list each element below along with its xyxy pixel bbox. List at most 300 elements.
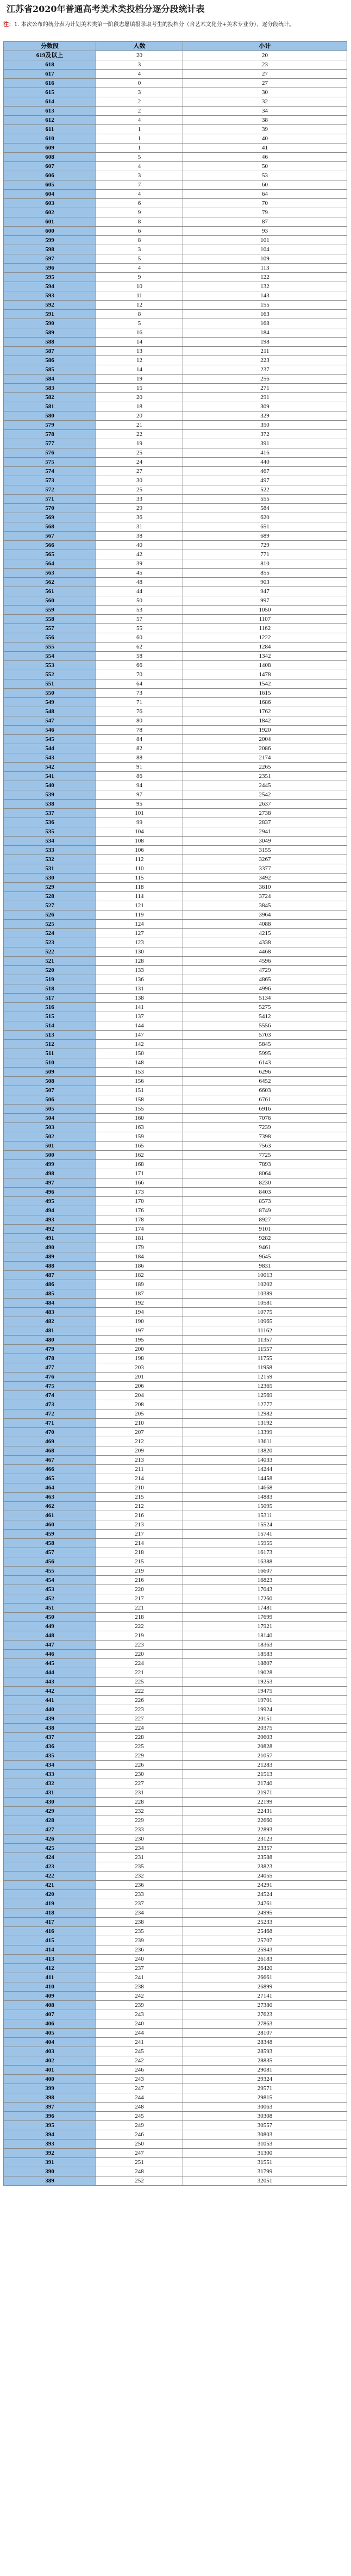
cumulative-cell: 14668 — [183, 1483, 347, 1493]
table-row — [4, 60, 347, 70]
score-cell: 547 — [4, 716, 96, 726]
score-cell: 449 — [4, 1622, 96, 1631]
table-row — [4, 818, 347, 827]
cumulative-cell: 22893 — [183, 1825, 347, 1835]
score-cell: 394 — [4, 2130, 96, 2140]
score-cell: 437 — [4, 1733, 96, 1742]
cumulative-cell: 25233 — [183, 1918, 347, 1927]
cumulative-cell: 20828 — [183, 1742, 347, 1751]
table-row — [4, 180, 347, 190]
cumulative-cell: 24524 — [183, 1890, 347, 1899]
count-cell: 227 — [96, 1714, 183, 1724]
header-score: 分数段 — [4, 42, 96, 51]
cumulative-cell: 31551 — [183, 2158, 347, 2167]
count-cell: 128 — [96, 957, 183, 966]
table-row — [4, 513, 347, 522]
count-cell: 233 — [96, 1890, 183, 1899]
score-cell: 423 — [4, 1862, 96, 1872]
table-row — [4, 1243, 347, 1252]
count-cell: 232 — [96, 1807, 183, 1816]
score-cell: 463 — [4, 1493, 96, 1502]
cumulative-cell: 6296 — [183, 1068, 347, 1077]
count-cell: 205 — [96, 1409, 183, 1419]
score-cell: 482 — [4, 1317, 96, 1326]
cumulative-cell: 50 — [183, 162, 347, 171]
score-cell: 594 — [4, 282, 96, 291]
table-row — [4, 134, 347, 144]
count-cell: 220 — [96, 1585, 183, 1594]
score-cell: 605 — [4, 180, 96, 190]
table-row — [4, 781, 347, 790]
count-cell: 21 — [96, 421, 183, 430]
score-cell: 485 — [4, 1289, 96, 1299]
count-cell: 210 — [96, 1483, 183, 1493]
count-cell: 235 — [96, 1862, 183, 1872]
table-row — [4, 1215, 347, 1225]
count-cell: 40 — [96, 541, 183, 550]
cumulative-cell: 13820 — [183, 1446, 347, 1456]
count-cell: 207 — [96, 1428, 183, 1437]
count-cell: 20 — [96, 51, 183, 60]
count-cell: 16 — [96, 328, 183, 338]
score-cell: 517 — [4, 994, 96, 1003]
cumulative-cell: 6452 — [183, 1077, 347, 1086]
cumulative-cell: 522 — [183, 485, 347, 495]
cumulative-cell: 3492 — [183, 874, 347, 883]
score-cell: 525 — [4, 920, 96, 929]
score-cell: 532 — [4, 855, 96, 864]
cumulative-cell: 29571 — [183, 2084, 347, 2093]
cumulative-cell: 5995 — [183, 1049, 347, 1058]
table-row — [4, 1493, 347, 1502]
table-row — [4, 1899, 347, 1908]
cumulative-cell: 19924 — [183, 1705, 347, 1714]
table-row — [4, 726, 347, 735]
cumulative-cell: 3724 — [183, 892, 347, 901]
count-cell: 151 — [96, 1086, 183, 1095]
count-cell: 219 — [96, 1631, 183, 1641]
score-cell: 477 — [4, 1363, 96, 1373]
score-cell: 562 — [4, 578, 96, 587]
cumulative-cell: 8230 — [183, 1178, 347, 1188]
cumulative-cell: 6143 — [183, 1058, 347, 1068]
count-cell: 7 — [96, 180, 183, 190]
cumulative-cell: 9645 — [183, 1252, 347, 1262]
score-cell: 595 — [4, 273, 96, 282]
cumulative-cell: 2837 — [183, 818, 347, 827]
score-cell: 611 — [4, 125, 96, 134]
score-cell: 609 — [4, 144, 96, 153]
table-row — [4, 70, 347, 79]
cumulative-cell: 17699 — [183, 1613, 347, 1622]
count-cell: 6 — [96, 199, 183, 208]
count-cell: 221 — [96, 1668, 183, 1677]
cumulative-cell: 26183 — [183, 1955, 347, 1964]
score-cell: 540 — [4, 781, 96, 790]
table-row — [4, 975, 347, 984]
table-row — [4, 837, 347, 846]
table-row — [4, 1835, 347, 1844]
count-cell: 22 — [96, 430, 183, 439]
cumulative-cell: 79 — [183, 208, 347, 217]
table-row — [4, 1594, 347, 1604]
count-cell: 78 — [96, 726, 183, 735]
table-row — [4, 827, 347, 837]
table-row — [4, 2140, 347, 2149]
count-cell: 45 — [96, 569, 183, 578]
score-cell: 523 — [4, 938, 96, 947]
cumulative-cell: 17481 — [183, 1604, 347, 1613]
count-cell: 60 — [96, 633, 183, 643]
cumulative-cell: 155 — [183, 301, 347, 310]
table-row — [4, 1881, 347, 1890]
table-row — [4, 2038, 347, 2047]
table-row — [4, 1788, 347, 1798]
score-cell: 445 — [4, 1659, 96, 1668]
score-cell: 434 — [4, 1761, 96, 1770]
score-cell: 571 — [4, 495, 96, 504]
score-cell: 456 — [4, 1557, 96, 1567]
cumulative-cell: 25468 — [183, 1927, 347, 1936]
score-cell: 481 — [4, 1326, 96, 1336]
table-row — [4, 892, 347, 901]
count-cell: 13 — [96, 347, 183, 356]
table-row — [4, 217, 347, 227]
table-row — [4, 495, 347, 504]
table-row — [4, 763, 347, 772]
count-cell: 208 — [96, 1400, 183, 1409]
count-cell: 127 — [96, 929, 183, 938]
table-row — [4, 735, 347, 744]
score-cell: 606 — [4, 171, 96, 180]
score-cell: 601 — [4, 217, 96, 227]
count-cell: 215 — [96, 1557, 183, 1567]
table-row — [4, 1502, 347, 1511]
count-cell: 226 — [96, 1696, 183, 1705]
score-cell: 405 — [4, 2029, 96, 2038]
score-cell: 409 — [4, 1992, 96, 2001]
table-row — [4, 2149, 347, 2158]
cumulative-cell: 497 — [183, 476, 347, 485]
count-cell: 29 — [96, 504, 183, 513]
score-cell: 453 — [4, 1585, 96, 1594]
table-row — [4, 744, 347, 753]
table-row — [4, 855, 347, 864]
cumulative-cell: 3377 — [183, 864, 347, 874]
cumulative-cell: 122 — [183, 273, 347, 282]
count-cell: 206 — [96, 1382, 183, 1391]
cumulative-cell: 25943 — [183, 1945, 347, 1955]
table-row — [4, 1068, 347, 1077]
cumulative-cell: 132 — [183, 282, 347, 291]
table-row — [4, 1761, 347, 1770]
count-cell: 251 — [96, 2158, 183, 2167]
count-cell: 178 — [96, 1215, 183, 1225]
count-cell: 5 — [96, 319, 183, 328]
table-row — [4, 411, 347, 421]
table-row — [4, 310, 347, 319]
cumulative-cell: 1920 — [183, 726, 347, 735]
score-cell: 396 — [4, 2112, 96, 2121]
table-row — [4, 375, 347, 384]
table-row — [4, 1308, 347, 1317]
score-cell: 392 — [4, 2149, 96, 2158]
score-cell: 393 — [4, 2140, 96, 2149]
count-cell: 148 — [96, 1058, 183, 1068]
table-row — [4, 1511, 347, 1520]
count-cell: 118 — [96, 883, 183, 892]
score-cell: 438 — [4, 1724, 96, 1733]
count-cell: 39 — [96, 559, 183, 569]
score-cell: 568 — [4, 522, 96, 532]
cumulative-cell: 947 — [183, 587, 347, 596]
count-cell: 235 — [96, 1927, 183, 1936]
score-cell: 564 — [4, 559, 96, 569]
cumulative-cell: 10202 — [183, 1280, 347, 1289]
table-row — [4, 615, 347, 624]
count-cell: 249 — [96, 2121, 183, 2130]
cumulative-cell: 16607 — [183, 1567, 347, 1576]
cumulative-cell: 21057 — [183, 1751, 347, 1761]
cumulative-cell: 555 — [183, 495, 347, 504]
count-cell: 64 — [96, 679, 183, 689]
count-cell: 11 — [96, 291, 183, 301]
table-row — [4, 1576, 347, 1585]
count-cell: 204 — [96, 1391, 183, 1400]
score-cell: 561 — [4, 587, 96, 596]
score-cell: 579 — [4, 421, 96, 430]
table-row — [4, 1604, 347, 1613]
table-row — [4, 1169, 347, 1178]
score-cell: 426 — [4, 1835, 96, 1844]
cumulative-cell: 7398 — [183, 1132, 347, 1142]
count-cell: 174 — [96, 1225, 183, 1234]
table-row — [4, 1400, 347, 1409]
count-cell: 237 — [96, 1899, 183, 1908]
cumulative-cell: 14883 — [183, 1493, 347, 1502]
cumulative-cell: 8064 — [183, 1169, 347, 1178]
table-row — [4, 171, 347, 180]
table-row — [4, 1520, 347, 1530]
table-row — [4, 1816, 347, 1825]
score-cell: 415 — [4, 1936, 96, 1945]
count-cell: 80 — [96, 716, 183, 726]
score-cell: 537 — [4, 809, 96, 818]
count-cell: 238 — [96, 1918, 183, 1927]
table-row — [4, 532, 347, 541]
cumulative-cell: 15095 — [183, 1502, 347, 1511]
count-cell: 114 — [96, 892, 183, 901]
cumulative-cell: 28835 — [183, 2056, 347, 2066]
count-cell: 197 — [96, 1326, 183, 1336]
table-row — [4, 162, 347, 171]
score-cell: 478 — [4, 1354, 96, 1363]
table-row — [4, 1142, 347, 1151]
score-cell: 470 — [4, 1428, 96, 1437]
score-cell: 467 — [4, 1456, 96, 1465]
score-cell: 462 — [4, 1502, 96, 1511]
score-cell: 573 — [4, 476, 96, 485]
table-row — [4, 1825, 347, 1835]
cumulative-cell: 2445 — [183, 781, 347, 790]
cumulative-cell: 8749 — [183, 1206, 347, 1215]
score-cell: 412 — [4, 1964, 96, 1973]
score-cell: 440 — [4, 1705, 96, 1714]
count-cell: 162 — [96, 1151, 183, 1160]
score-cell: 556 — [4, 633, 96, 643]
cumulative-cell: 3964 — [183, 910, 347, 920]
count-cell: 14 — [96, 338, 183, 347]
cumulative-cell: 21513 — [183, 1770, 347, 1779]
score-cell: 484 — [4, 1299, 96, 1308]
table-row — [4, 1779, 347, 1788]
table-row — [4, 1077, 347, 1086]
table-row — [4, 1668, 347, 1677]
table-row — [4, 929, 347, 938]
cumulative-cell: 24995 — [183, 1908, 347, 1918]
cumulative-cell: 101 — [183, 236, 347, 245]
table-row — [4, 1992, 347, 2001]
score-cell: 479 — [4, 1345, 96, 1354]
cumulative-cell: 7725 — [183, 1151, 347, 1160]
table-row — [4, 1742, 347, 1751]
cumulative-cell: 11357 — [183, 1336, 347, 1345]
cumulative-cell: 28348 — [183, 2038, 347, 2047]
score-cell: 512 — [4, 1040, 96, 1049]
score-cell: 526 — [4, 910, 96, 920]
cumulative-cell: 2086 — [183, 744, 347, 753]
count-cell: 225 — [96, 1677, 183, 1687]
count-cell: 144 — [96, 1021, 183, 1031]
score-cell: 475 — [4, 1382, 96, 1391]
cumulative-cell: 5556 — [183, 1021, 347, 1031]
table-row — [4, 504, 347, 513]
table-row — [4, 2176, 347, 2186]
cumulative-cell: 810 — [183, 559, 347, 569]
cumulative-cell: 2637 — [183, 800, 347, 809]
cumulative-cell: 12159 — [183, 1373, 347, 1382]
cumulative-cell: 24291 — [183, 1881, 347, 1890]
header-cumulative: 小计 — [183, 42, 347, 51]
table-row — [4, 707, 347, 716]
count-cell: 246 — [96, 2066, 183, 2075]
score-cell: 413 — [4, 1955, 96, 1964]
score-cell: 508 — [4, 1077, 96, 1086]
count-cell: 3 — [96, 171, 183, 180]
table-row — [4, 1160, 347, 1169]
table-row — [4, 1853, 347, 1862]
cumulative-cell: 14458 — [183, 1474, 347, 1483]
score-cell: 524 — [4, 929, 96, 938]
table-row — [4, 1724, 347, 1733]
table-row — [4, 144, 347, 153]
count-cell: 234 — [96, 1908, 183, 1918]
table-row — [4, 430, 347, 439]
count-cell: 170 — [96, 1197, 183, 1206]
count-cell: 158 — [96, 1095, 183, 1105]
score-cell: 472 — [4, 1409, 96, 1419]
count-cell: 203 — [96, 1363, 183, 1373]
count-cell: 247 — [96, 2084, 183, 2093]
cumulative-cell: 14244 — [183, 1465, 347, 1474]
cumulative-cell: 18807 — [183, 1659, 347, 1668]
count-cell: 123 — [96, 938, 183, 947]
score-cell: 421 — [4, 1881, 96, 1890]
cumulative-cell: 104 — [183, 245, 347, 254]
table-row — [4, 1872, 347, 1881]
table-row — [4, 282, 347, 291]
score-cell: 541 — [4, 772, 96, 781]
score-cell: 615 — [4, 88, 96, 97]
table-row — [4, 356, 347, 365]
score-cell: 619及以上 — [4, 51, 96, 60]
table-row — [4, 1428, 347, 1437]
score-cell: 536 — [4, 818, 96, 827]
table-row — [4, 559, 347, 569]
cumulative-cell: 198 — [183, 338, 347, 347]
table-row — [4, 402, 347, 411]
score-cell: 401 — [4, 2066, 96, 2075]
cumulative-cell: 15524 — [183, 1520, 347, 1530]
score-cell: 499 — [4, 1160, 96, 1169]
count-cell: 94 — [96, 781, 183, 790]
count-cell: 219 — [96, 1567, 183, 1576]
cumulative-cell: 30308 — [183, 2112, 347, 2121]
cumulative-cell: 30803 — [183, 2130, 347, 2140]
score-cell: 460 — [4, 1520, 96, 1530]
score-cell: 489 — [4, 1252, 96, 1262]
cumulative-cell: 30 — [183, 88, 347, 97]
table-row — [4, 1659, 347, 1668]
score-cell: 441 — [4, 1696, 96, 1705]
table-row — [4, 2010, 347, 2019]
table-row — [4, 97, 347, 107]
score-cell: 474 — [4, 1391, 96, 1400]
cumulative-cell: 2174 — [183, 753, 347, 763]
count-cell: 216 — [96, 1511, 183, 1520]
count-cell: 15 — [96, 384, 183, 393]
score-cell: 436 — [4, 1742, 96, 1751]
cumulative-cell: 4596 — [183, 957, 347, 966]
cumulative-cell: 2542 — [183, 790, 347, 800]
table-row — [4, 1982, 347, 1992]
table-row — [4, 1622, 347, 1631]
cumulative-cell: 350 — [183, 421, 347, 430]
score-cell: 520 — [4, 966, 96, 975]
score-cell: 531 — [4, 864, 96, 874]
table-row — [4, 1003, 347, 1012]
table-row — [4, 753, 347, 763]
count-cell: 3 — [96, 88, 183, 97]
table-row — [4, 245, 347, 254]
score-cell: 432 — [4, 1779, 96, 1788]
cumulative-cell: 771 — [183, 550, 347, 559]
table-row — [4, 88, 347, 97]
table-row — [4, 1437, 347, 1446]
table-row — [4, 1345, 347, 1354]
count-cell: 176 — [96, 1206, 183, 1215]
score-cell: 513 — [4, 1031, 96, 1040]
table-row — [4, 458, 347, 467]
count-cell: 239 — [96, 2001, 183, 2010]
cumulative-cell: 1162 — [183, 624, 347, 633]
cumulative-cell: 3049 — [183, 837, 347, 846]
count-cell: 5 — [96, 254, 183, 264]
count-cell: 3 — [96, 60, 183, 70]
count-cell: 104 — [96, 827, 183, 837]
score-cell: 473 — [4, 1400, 96, 1409]
score-cell: 584 — [4, 375, 96, 384]
